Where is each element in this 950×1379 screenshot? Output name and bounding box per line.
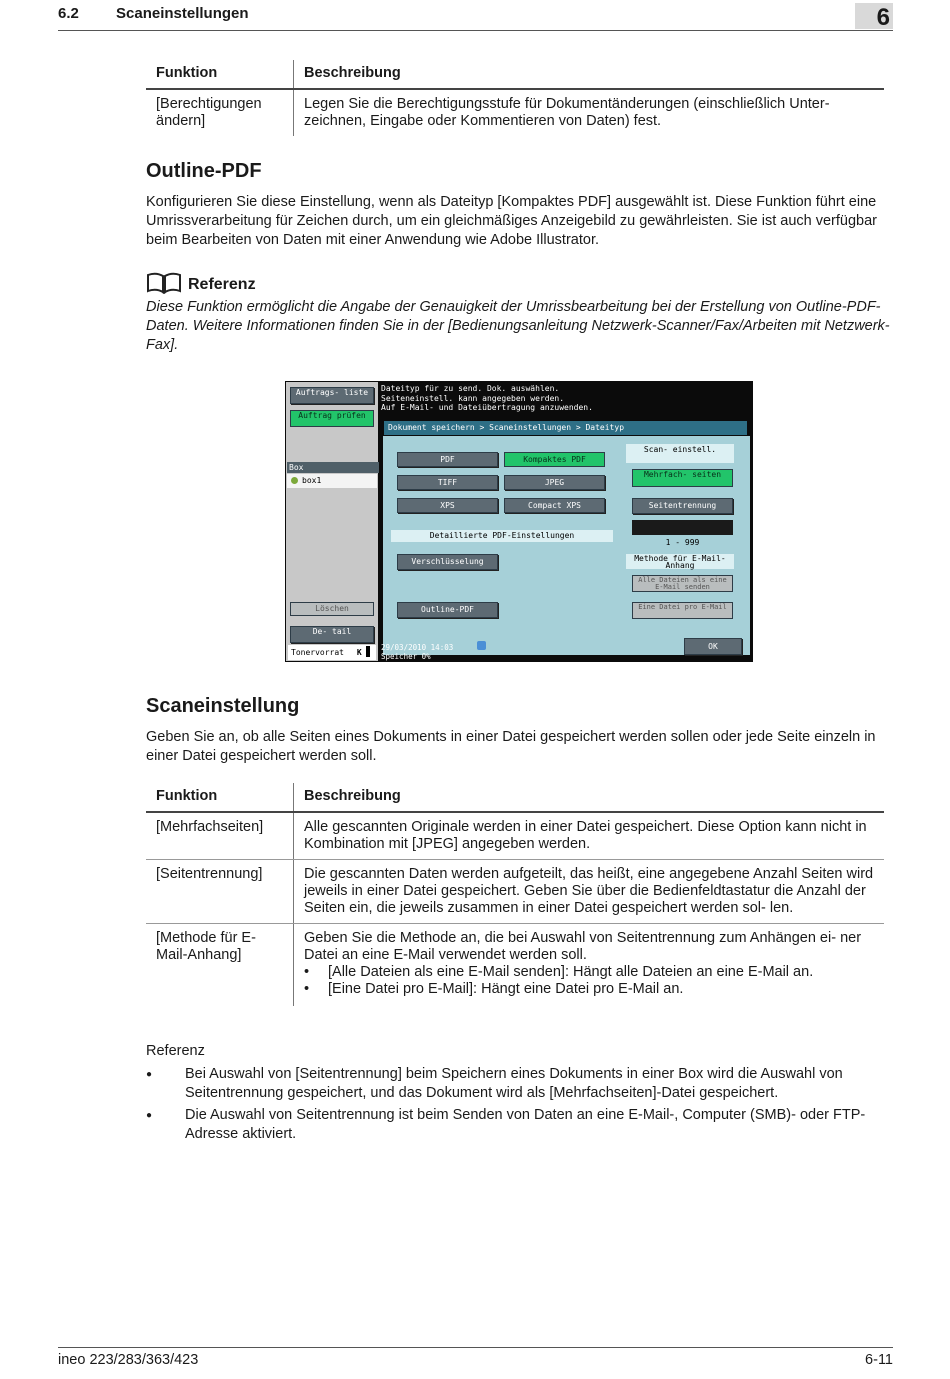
file-type-compact-xps[interactable]: Compact XPS bbox=[504, 498, 605, 513]
reference-list bbox=[146, 1065, 896, 1144]
page-footer bbox=[58, 1347, 893, 1368]
function-cell: [Methode für E-Mail-Anhang] bbox=[146, 924, 294, 1007]
network-icon bbox=[477, 641, 486, 650]
list-item: ● Bei Auswahl von [Seitentrennung] beim Speichern eines Dokuments in einer Box wird die Auswahl von Seitentrennung gespeichert, und das Dokument wird als [Mehrfachseiten]-Datei gespeichert. bbox=[146, 1065, 896, 1103]
memory-status: Speicher 0% bbox=[381, 652, 431, 661]
description-cell: Die gescannten Daten werden aufgeteilt, das heißt, eine angegebene Anzahl Seiten wird jeweils in einer Datei gespeichert. Geben Sie über die Bedienfeldtastatur die Anzahl der Seiten ein, die jeweils zusammen in einer Datei gespeichert werden sol- len. bbox=[294, 860, 885, 924]
job-check-button[interactable]: Auftrag prüfen bbox=[290, 410, 374, 427]
reference-label: Referenz bbox=[188, 276, 256, 293]
table-row bbox=[146, 860, 884, 924]
scan-setting-label: Scan- einstell. bbox=[626, 444, 734, 463]
list-item: • [Eine Datei pro E-Mail]: Hängt eine Datei pro E-Mail an. bbox=[304, 981, 874, 998]
page-separation-button[interactable]: Seitentrennung bbox=[632, 498, 733, 514]
box-item[interactable] bbox=[287, 474, 377, 488]
scan-body: Geben Sie an, ob alle Seiten eines Dokuments in einer Datei gespeichert werden sollen oder jede Seite einzeln in einer Datei gespeichert werden soll. bbox=[146, 729, 876, 764]
description-cell: Legen Sie die Berechtigungsstufe für Dokumentänderungen (einschließlich Unter- zeichnen, Eingabe oder Kommentieren von Daten) fest. bbox=[304, 96, 830, 129]
file-type-tiff[interactable]: TIFF bbox=[397, 475, 498, 490]
table-row bbox=[146, 924, 884, 1007]
list-item: ● Die Auswahl von Seitentrennung ist beim Senden von Daten an eine E-Mail-, Computer (SMB)- oder FTP-Adresse aktiviert. bbox=[146, 1106, 896, 1144]
all-files-one-email-button[interactable]: Alle Dateien als eine E-Mail senden bbox=[632, 575, 733, 592]
page-number: 6-11 bbox=[865, 1352, 893, 1368]
product-name: ineo 223/283/363/423 bbox=[58, 1352, 199, 1368]
book-icon bbox=[146, 272, 182, 294]
toner-label: Tonervorrat bbox=[291, 648, 344, 657]
attach-method-label: Methode für E-Mail-Anhang bbox=[626, 554, 734, 569]
detail-button[interactable]: De- tail bbox=[290, 626, 374, 643]
box-icon bbox=[291, 477, 298, 484]
column-header-function: Funktion bbox=[146, 60, 294, 89]
option-list bbox=[304, 964, 874, 998]
message-line: Auf E-Mail- und Dateiübertragung anzuwenden. bbox=[381, 403, 593, 412]
control-panel-screenshot bbox=[285, 381, 753, 662]
multi-page-button[interactable]: Mehrfach- seiten bbox=[632, 469, 733, 487]
settings-area bbox=[383, 436, 750, 655]
left-panel bbox=[286, 382, 378, 661]
column-header-description: Beschreibung bbox=[294, 60, 885, 89]
description-text: Geben Sie die Methode an, die bei Auswahl von Seitentrennung zum Anhängen ei- ner Datei an eine E-Mail verwendet werden soll. bbox=[304, 930, 862, 963]
message-line: Seiteneinstell. kann angegeben werden. bbox=[381, 393, 565, 403]
toner-level-bar bbox=[366, 646, 370, 657]
column-header-description: Beschreibung bbox=[294, 783, 885, 812]
outline-body: Konfigurieren Sie diese Einstellung, wenn als Dateityp [Kompaktes PDF] ausgewählt ist. Diese Funktion führt eine Umrissverarbeitung für Zeichen durch, um ein gleichmäßiges Anzeigebild zu gewährleisten. Sie ist auch verfügbar beim Bearbeiten von Daten mit einer Anwendung wie Adobe Illustrator. bbox=[146, 194, 878, 248]
description-cell: Alle gescannten Originale werden in einer Datei gespeichert. Diese Option kann nicht in Kombination mit [JPEG] angegeben werden. bbox=[294, 812, 885, 860]
message-area bbox=[381, 384, 749, 417]
function-cell: [Mehrfachseiten] bbox=[146, 812, 294, 860]
delete-button[interactable]: Löschen bbox=[290, 602, 374, 616]
encryption-button[interactable]: Verschlüsselung bbox=[397, 554, 498, 570]
one-file-per-email-button[interactable]: Eine Datei pro E-Mail bbox=[632, 602, 733, 619]
toner-indicator bbox=[288, 645, 376, 660]
running-header bbox=[58, 4, 893, 31]
description-cell bbox=[294, 924, 885, 1007]
date-time: 29/03/2010 14:03 bbox=[381, 643, 454, 652]
reference-title: Referenz bbox=[146, 1043, 205, 1059]
outline-pdf-button[interactable]: Outline-PDF bbox=[397, 602, 498, 618]
list-item: • [Alle Dateien als eine E-Mail senden]: Hängt alle Dateien an eine E-Mail an. bbox=[304, 964, 874, 981]
file-type-pdf[interactable]: PDF bbox=[397, 452, 498, 467]
breadcrumb: Dokument speichern > Scaneinstellungen > Dateityp bbox=[384, 421, 747, 435]
table-row bbox=[146, 89, 884, 136]
file-type-xps[interactable]: XPS bbox=[397, 498, 498, 513]
table-row bbox=[146, 812, 884, 860]
page-range-label: 1 - 999 bbox=[665, 538, 700, 547]
job-list-button[interactable]: Auftrags- liste bbox=[290, 387, 374, 404]
section-number: 6.2 bbox=[58, 5, 79, 22]
box-label: Box bbox=[287, 462, 379, 473]
column-header-function: Funktion bbox=[146, 783, 294, 812]
reference-heading bbox=[146, 272, 256, 294]
chapter-tab: 6 bbox=[855, 3, 893, 29]
detail-pdf-settings-label: Detaillierte PDF-Einstellungen bbox=[391, 530, 613, 542]
file-type-compact-pdf[interactable]: Kompaktes PDF bbox=[504, 452, 605, 467]
permissions-table bbox=[146, 60, 884, 136]
function-cell: [Berechtigungen ändern] bbox=[146, 89, 294, 136]
message-line: Dateityp für zu send. Dok. auswählen. bbox=[381, 384, 560, 393]
toner-color: K bbox=[356, 648, 362, 657]
status-bar bbox=[381, 643, 453, 661]
heading-outline-pdf: Outline-PDF bbox=[146, 160, 262, 182]
reference-text: Diese Funktion ermöglicht die Angabe der Genauigkeit der Umrissbearbeitung bei der Erstellung von Outline-PDF-Daten. Weitere Informationen finden Sie in der [Bedienungsanleitung Netzwerk-Scanner/Fax/Arbeiten mit Netzwerk-Fax]. bbox=[146, 299, 890, 353]
ok-button[interactable]: OK bbox=[684, 638, 742, 655]
scan-setting-table bbox=[146, 783, 884, 1006]
page-count-field[interactable] bbox=[632, 520, 733, 535]
heading-scan-setting: Scaneinstellung bbox=[146, 695, 300, 717]
function-cell: [Seitentrennung] bbox=[146, 860, 294, 924]
section-title: Scaneinstellungen bbox=[116, 5, 249, 22]
file-type-jpeg[interactable]: JPEG bbox=[504, 475, 605, 490]
box-item-label: box1 bbox=[302, 476, 322, 485]
